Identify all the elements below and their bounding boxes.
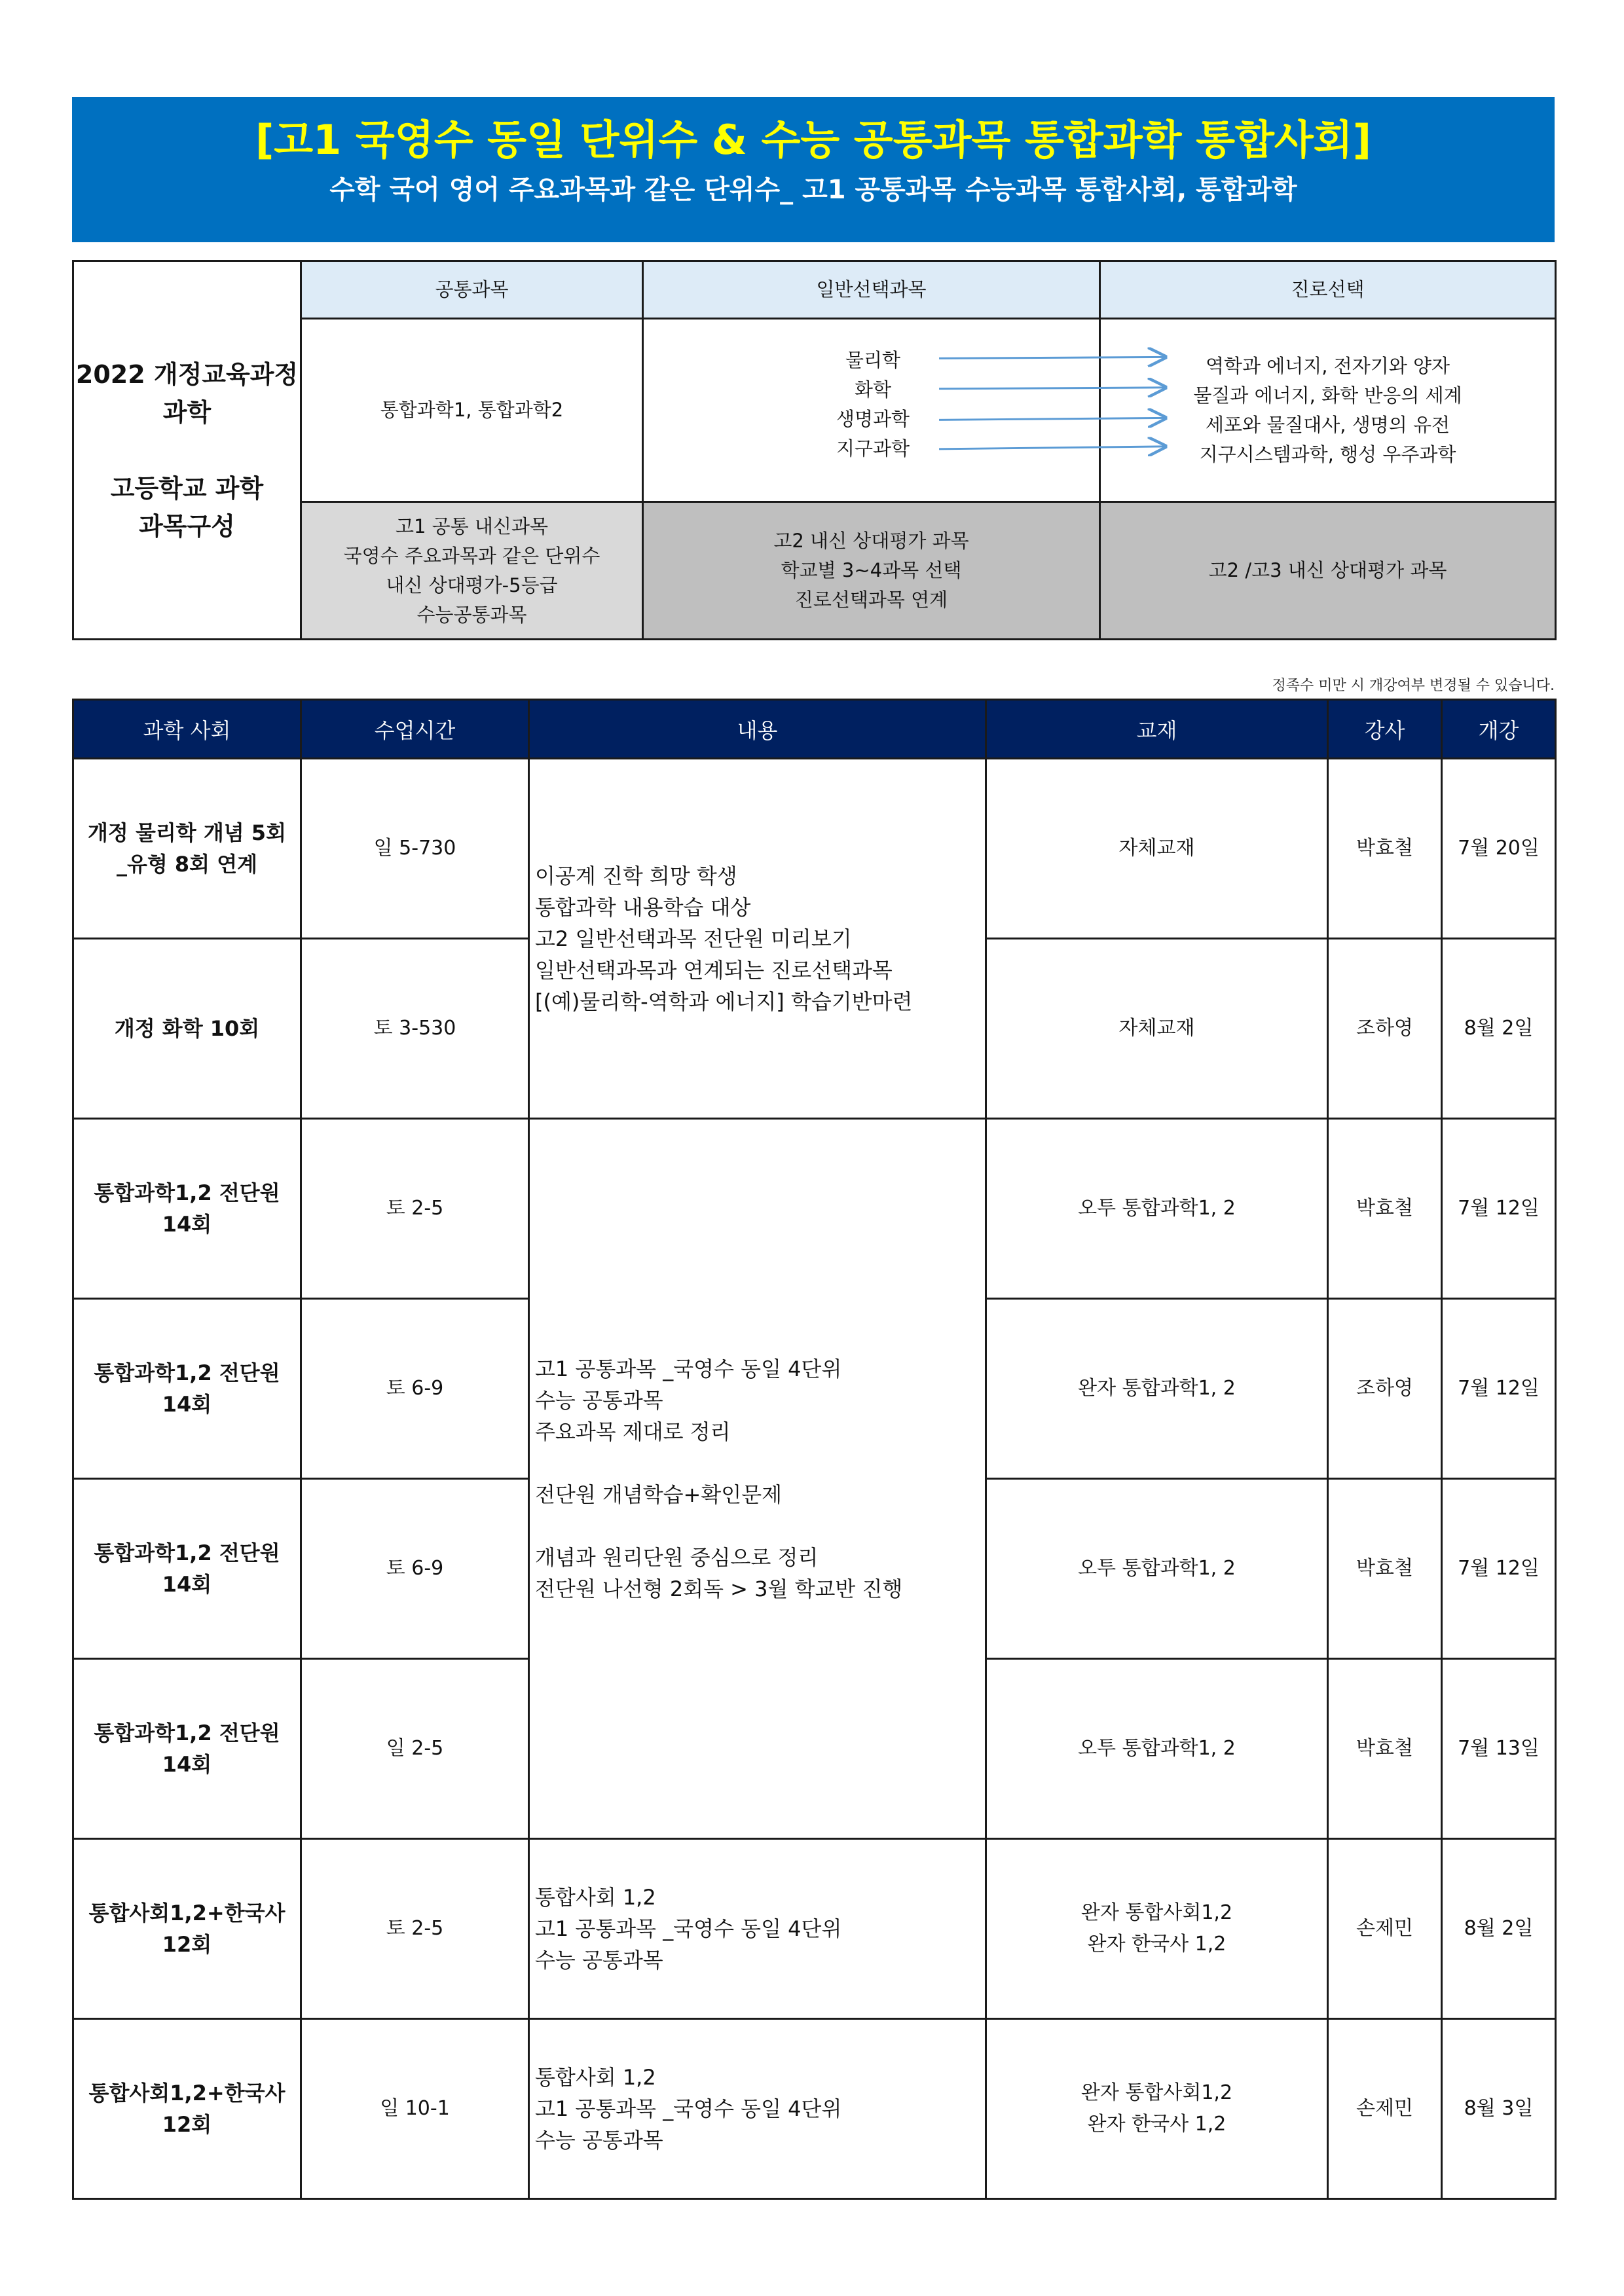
career-subject: 역학과 에너지, 전자기와 양자 xyxy=(1205,354,1450,377)
teacher: 손제민 xyxy=(1328,1839,1442,2019)
general-subject: 물리학 xyxy=(845,349,901,371)
textbook: 자체교재 xyxy=(986,939,1328,1119)
career-subject: 물질과 에너지, 화학 반응의 세계 xyxy=(1193,384,1462,407)
start-date: 7월 12일 xyxy=(1442,1299,1556,1479)
class-schedule-table xyxy=(72,699,1557,2200)
course-name: 통합사회1,2+한국사 12회 xyxy=(73,2019,301,2199)
textbook: 완자 통합사회1,2 완자 한국사 1,2 xyxy=(986,1839,1328,2019)
career-footer: 고2 /고3 내신 상대평가 과목 xyxy=(1100,502,1556,640)
class-time: 토 2-5 xyxy=(301,1119,529,1299)
class-time: 일 5-730 xyxy=(301,759,529,939)
table-row xyxy=(73,2019,1556,2199)
class-time: 일 10-1 xyxy=(301,2019,529,2199)
teacher: 박효철 xyxy=(1328,1119,1442,1299)
curriculum-label: 2022 개정교육과정 과학 고등학교 과학 과목구성 xyxy=(73,261,301,640)
start-date: 8월 3일 xyxy=(1442,2019,1556,2199)
teacher: 박효철 xyxy=(1328,759,1442,939)
common-subjects: 통합과학1, 통합과학2 xyxy=(301,319,643,502)
class-time: 토 6-9 xyxy=(301,1299,529,1479)
general-subject: 지구과학 xyxy=(836,437,910,460)
table-row xyxy=(73,759,1556,939)
col-header-teacher: 강사 xyxy=(1328,700,1442,759)
class-time: 토 3-530 xyxy=(301,939,529,1119)
course-name: 개정 화학 10회 xyxy=(73,939,301,1119)
textbook: 오투 통합과학1, 2 xyxy=(986,1119,1328,1299)
course-name: 통합사회1,2+한국사 12회 xyxy=(73,1839,301,2019)
textbook: 완자 통합과학1, 2 xyxy=(986,1299,1328,1479)
col-header-content: 내용 xyxy=(529,700,986,759)
course-content: 고1 공통과목 _국영수 동일 4단위 수능 공통과목 주요과목 제대로 정리 전단원 개념학습+확인문제 개념과 원리단원 중심으로 정리 전단원 나선형 2회독 > 3월 학교반 진행 xyxy=(529,1119,986,1839)
general-subject: 화학 xyxy=(854,378,892,401)
banner-title: [고1 국영수 동일 단위수 & 수능 공통과목 통합과학 통합사회] xyxy=(255,116,1372,164)
start-date: 8월 2일 xyxy=(1442,1839,1556,2019)
teacher: 손제민 xyxy=(1328,2019,1442,2199)
career-subjects-cell xyxy=(1100,319,1556,502)
teacher: 박효철 xyxy=(1328,1659,1442,1839)
start-date: 7월 12일 xyxy=(1442,1119,1556,1299)
textbook: 오투 통합과학1, 2 xyxy=(986,1479,1328,1659)
textbook: 자체교재 xyxy=(986,759,1328,939)
textbook: 완자 통합사회1,2 완자 한국사 1,2 xyxy=(986,2019,1328,2199)
course-name: 통합과학1,2 전단원 14회 xyxy=(73,1659,301,1839)
col-header-start: 개강 xyxy=(1442,700,1556,759)
teacher: 박효철 xyxy=(1328,1479,1442,1659)
course-name: 통합과학1,2 전단원 14회 xyxy=(73,1299,301,1479)
course-content: 이공계 진학 희망 학생 통합과학 내용학습 대상 고2 일반선택과목 전단원 미리보기 일반선택과목과 연계되는 진로선택과목 [(예)물리학-역학과 에너지] 학습기반마련 xyxy=(529,759,986,1119)
general-subjects-cell xyxy=(643,319,1100,502)
course-content: 통합사회 1,2 고1 공통과목 _국영수 동일 4단위 수능 공통과목 xyxy=(529,1839,986,2019)
general-subject: 생명과학 xyxy=(836,408,910,430)
curriculum-overview-table xyxy=(72,260,1557,640)
notice-text: 정족수 미만 시 개강여부 변경될 수 있습니다. xyxy=(1272,678,1555,694)
table-row xyxy=(73,1839,1556,2019)
title-banner xyxy=(72,97,1555,242)
course-name: 통합과학1,2 전단원 14회 xyxy=(73,1119,301,1299)
textbook: 오투 통합과학1, 2 xyxy=(986,1659,1328,1839)
course-name: 통합과학1,2 전단원 14회 xyxy=(73,1479,301,1659)
start-date: 7월 12일 xyxy=(1442,1479,1556,1659)
table-row xyxy=(73,1119,1556,1299)
col-header-course: 과학 사회 xyxy=(73,700,301,759)
class-time: 일 2-5 xyxy=(301,1659,529,1839)
teacher: 조하영 xyxy=(1328,939,1442,1119)
career-subject: 지구시스템과학, 행성 우주과학 xyxy=(1199,443,1456,465)
col-header-book: 교재 xyxy=(986,700,1328,759)
general-footer: 고2 내신 상대평가 과목 학교별 3~4과목 선택 진로선택과목 연계 xyxy=(643,502,1100,640)
header-common: 공통과목 xyxy=(301,261,643,319)
course-content: 통합사회 1,2 고1 공통과목 _국영수 동일 4단위 수능 공통과목 xyxy=(529,2019,986,2199)
class-time: 토 2-5 xyxy=(301,1839,529,2019)
start-date: 7월 13일 xyxy=(1442,1659,1556,1839)
header-general: 일반선택과목 xyxy=(643,261,1100,319)
course-name: 개정 물리학 개념 5회 _유형 8회 연계 xyxy=(73,759,301,939)
teacher: 조하영 xyxy=(1328,1299,1442,1479)
col-header-time: 수업시간 xyxy=(301,700,529,759)
career-subject: 세포와 물질대사, 생명의 유전 xyxy=(1205,413,1450,436)
general-subjects-list xyxy=(834,346,912,464)
start-date: 7월 20일 xyxy=(1442,759,1556,939)
header-career: 진로선택 xyxy=(1100,261,1556,319)
common-footer: 고1 공통 내신과목 국영수 주요과목과 같은 단위수 내신 상대평가-5등급 수능공통과목 xyxy=(301,502,643,640)
start-date: 8월 2일 xyxy=(1442,939,1556,1119)
banner-subtitle: 수학 국어 영어 주요과목과 같은 단위수_ 고1 공통과목 수능과목 통합사회, 통합과학 xyxy=(329,175,1297,205)
class-time: 토 6-9 xyxy=(301,1479,529,1659)
schedule-header-row xyxy=(73,700,1556,759)
